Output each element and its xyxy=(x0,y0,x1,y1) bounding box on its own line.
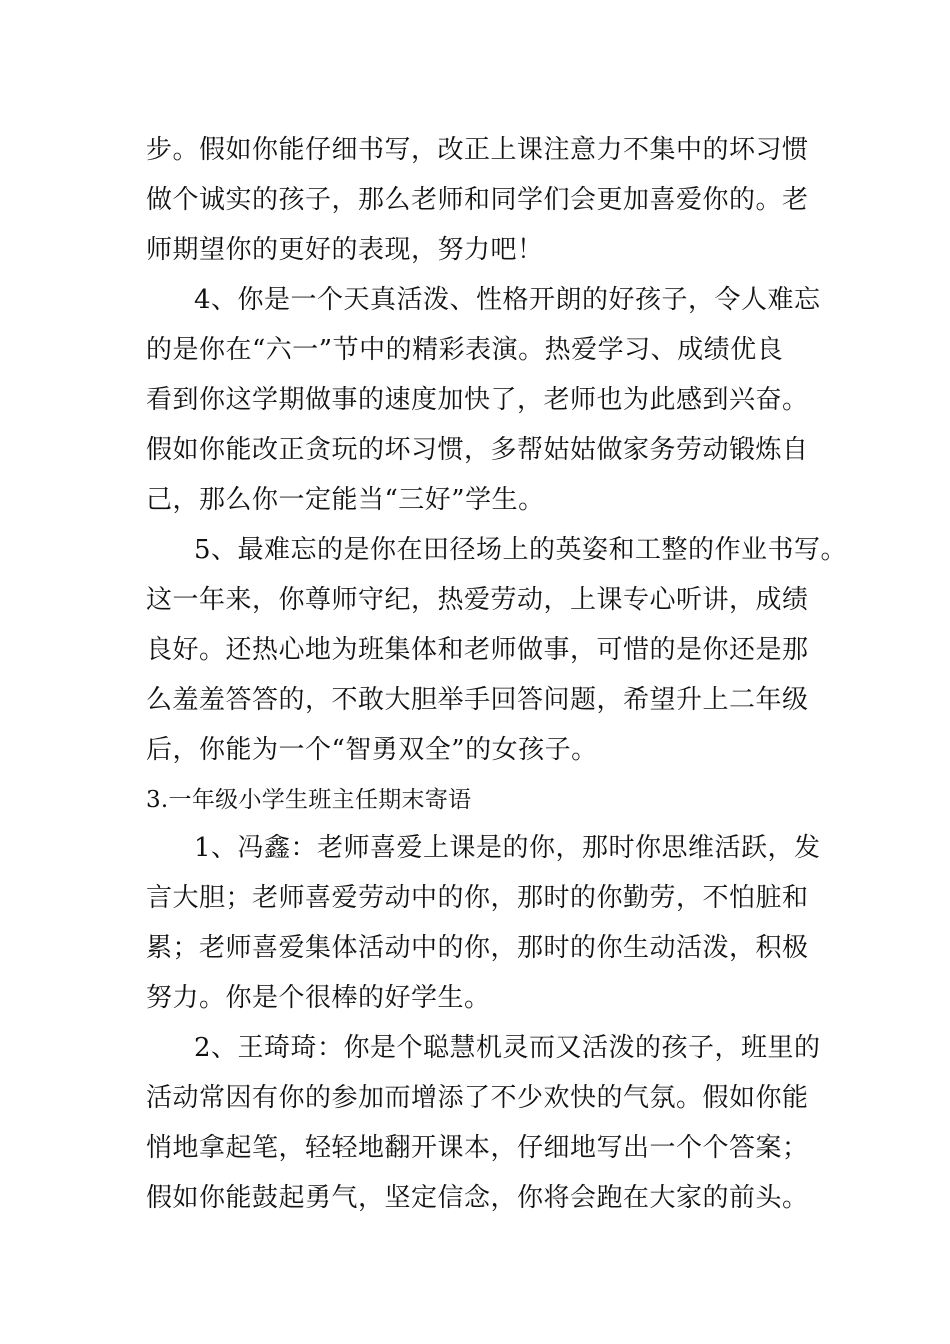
text-line: 累；老师喜爱集体活动中的你，那时的你生动活泼，积极 xyxy=(146,933,809,963)
text-line: 活动常因有你的参加而增添了不少欢快的气氛。假如你能 xyxy=(146,1083,809,1113)
text-line: 做个诚实的孩子，那么老师和同学们会更加喜爱你的。老 xyxy=(146,185,809,215)
text-line: 言大胆；老师喜爱劳动中的你，那时的你勤劳，不怕脏和 xyxy=(146,883,809,913)
text-line: 么羞羞答答的，不敢大胆举手回答问题，希望升上二年级 xyxy=(146,685,809,715)
text-line: 悄地拿起笔，轻轻地翻开课本，仔细地写出一个个答案； xyxy=(146,1133,809,1163)
text-line: 假如你能鼓起勇气，坚定信念，你将会跑在大家的前头。 xyxy=(146,1183,809,1213)
paragraph-start: 5、最难忘的是你在田径场上的英姿和工整的作业书写。 xyxy=(194,535,848,565)
section-heading: 3.一年级小学生班主任期末寄语 xyxy=(146,787,472,813)
paragraph-start: 1、冯鑫：老师喜爱上课是的你，那时你思维活跃，发 xyxy=(194,833,821,863)
text-line: 假如你能改正贪玩的坏习惯，多帮姑姑做家务劳动锻炼自 xyxy=(146,435,809,465)
text-line: 的是你在“六一”节中的精彩表演。热爱学习、成绩优良 xyxy=(146,335,784,365)
text-line: 良好。还热心地为班集体和老师做事，可惜的是你还是那 xyxy=(146,635,809,665)
paragraph-start: 4、你是一个天真活泼、性格开朗的好孩子，令人难忘 xyxy=(194,285,821,315)
paragraph-start: 2、王琦琦：你是个聪慧机灵而又活泼的孩子，班里的 xyxy=(194,1033,821,1063)
text-line: 努力。你是个很棒的好学生。 xyxy=(146,983,491,1013)
text-line: 看到你这学期做事的速度加快了，老师也为此感到兴奋。 xyxy=(146,385,809,415)
text-line: 师期望你的更好的表现，努力吧！ xyxy=(146,235,544,265)
text-line: 后，你能为一个“智勇双全”的女孩子。 xyxy=(146,735,598,765)
text-line: 己，那么你一定能当“三好”学生。 xyxy=(146,485,545,515)
text-line: 这一年来，你尊师守纪，热爱劳动，上课专心听讲，成绩 xyxy=(146,585,809,615)
text-line: 步。假如你能仔细书写，改正上课注意力不集中的坏习惯 xyxy=(146,135,809,165)
